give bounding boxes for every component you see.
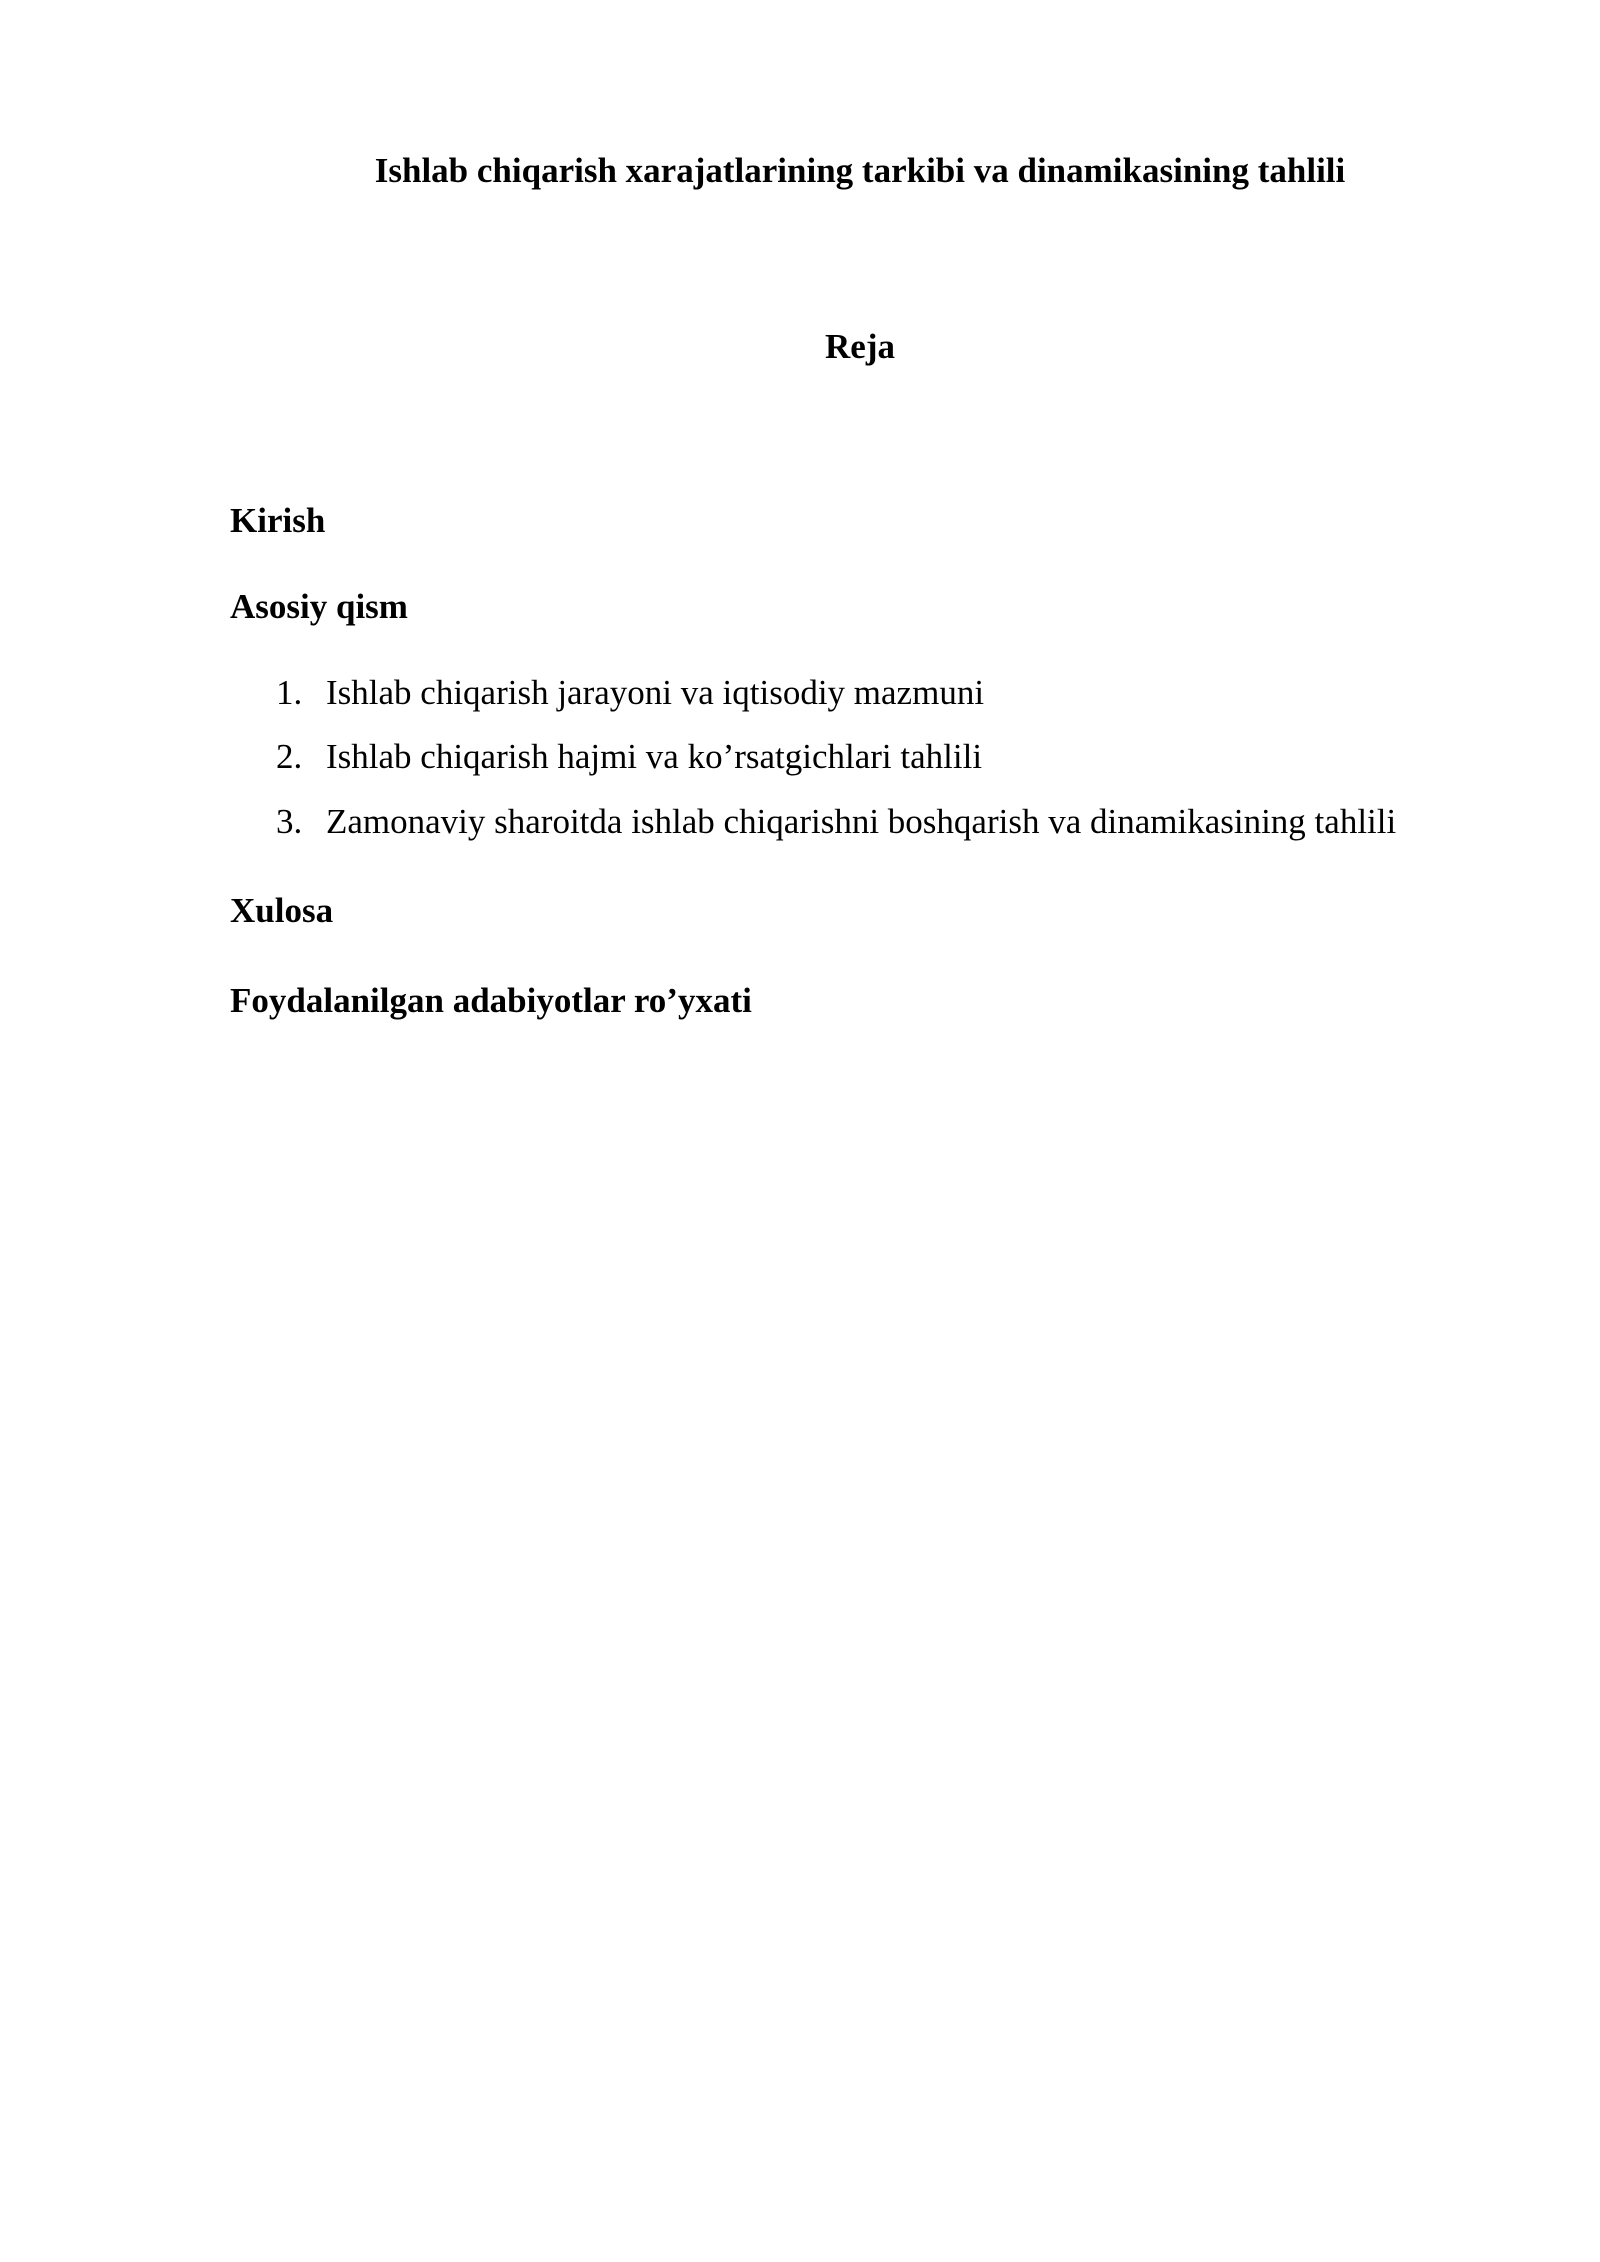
list-item-text: Ishlab chiqarish jarayoni va iqtisodiy mazmuni bbox=[326, 673, 985, 712]
list-item-number: 2. bbox=[276, 737, 303, 776]
list-item bbox=[276, 801, 1396, 843]
document-title: Ishlab chiqarish xarajatlarining tarkibi va dinamikasining tahlili bbox=[374, 151, 1346, 190]
list-item-text: Ishlab chiqarish hajmi va ko’rsatgichlari tahlili bbox=[326, 737, 983, 776]
list-item bbox=[276, 736, 982, 778]
plan-heading: Reja bbox=[825, 327, 895, 366]
intro-heading: Kirish bbox=[230, 501, 326, 540]
conclusion-heading: Xulosa bbox=[230, 891, 334, 930]
list-item bbox=[276, 672, 984, 714]
list-item-number: 3. bbox=[276, 802, 303, 841]
main-part-heading: Asosiy qism bbox=[230, 587, 408, 626]
references-heading: Foydalanilgan adabiyotlar ro’yxati bbox=[230, 981, 752, 1020]
list-item-text: Zamonaviy sharoitda ishlab chiqarishni boshqarish va dinamikasining tahlili bbox=[326, 802, 1397, 841]
list-item-number: 1. bbox=[276, 673, 303, 712]
